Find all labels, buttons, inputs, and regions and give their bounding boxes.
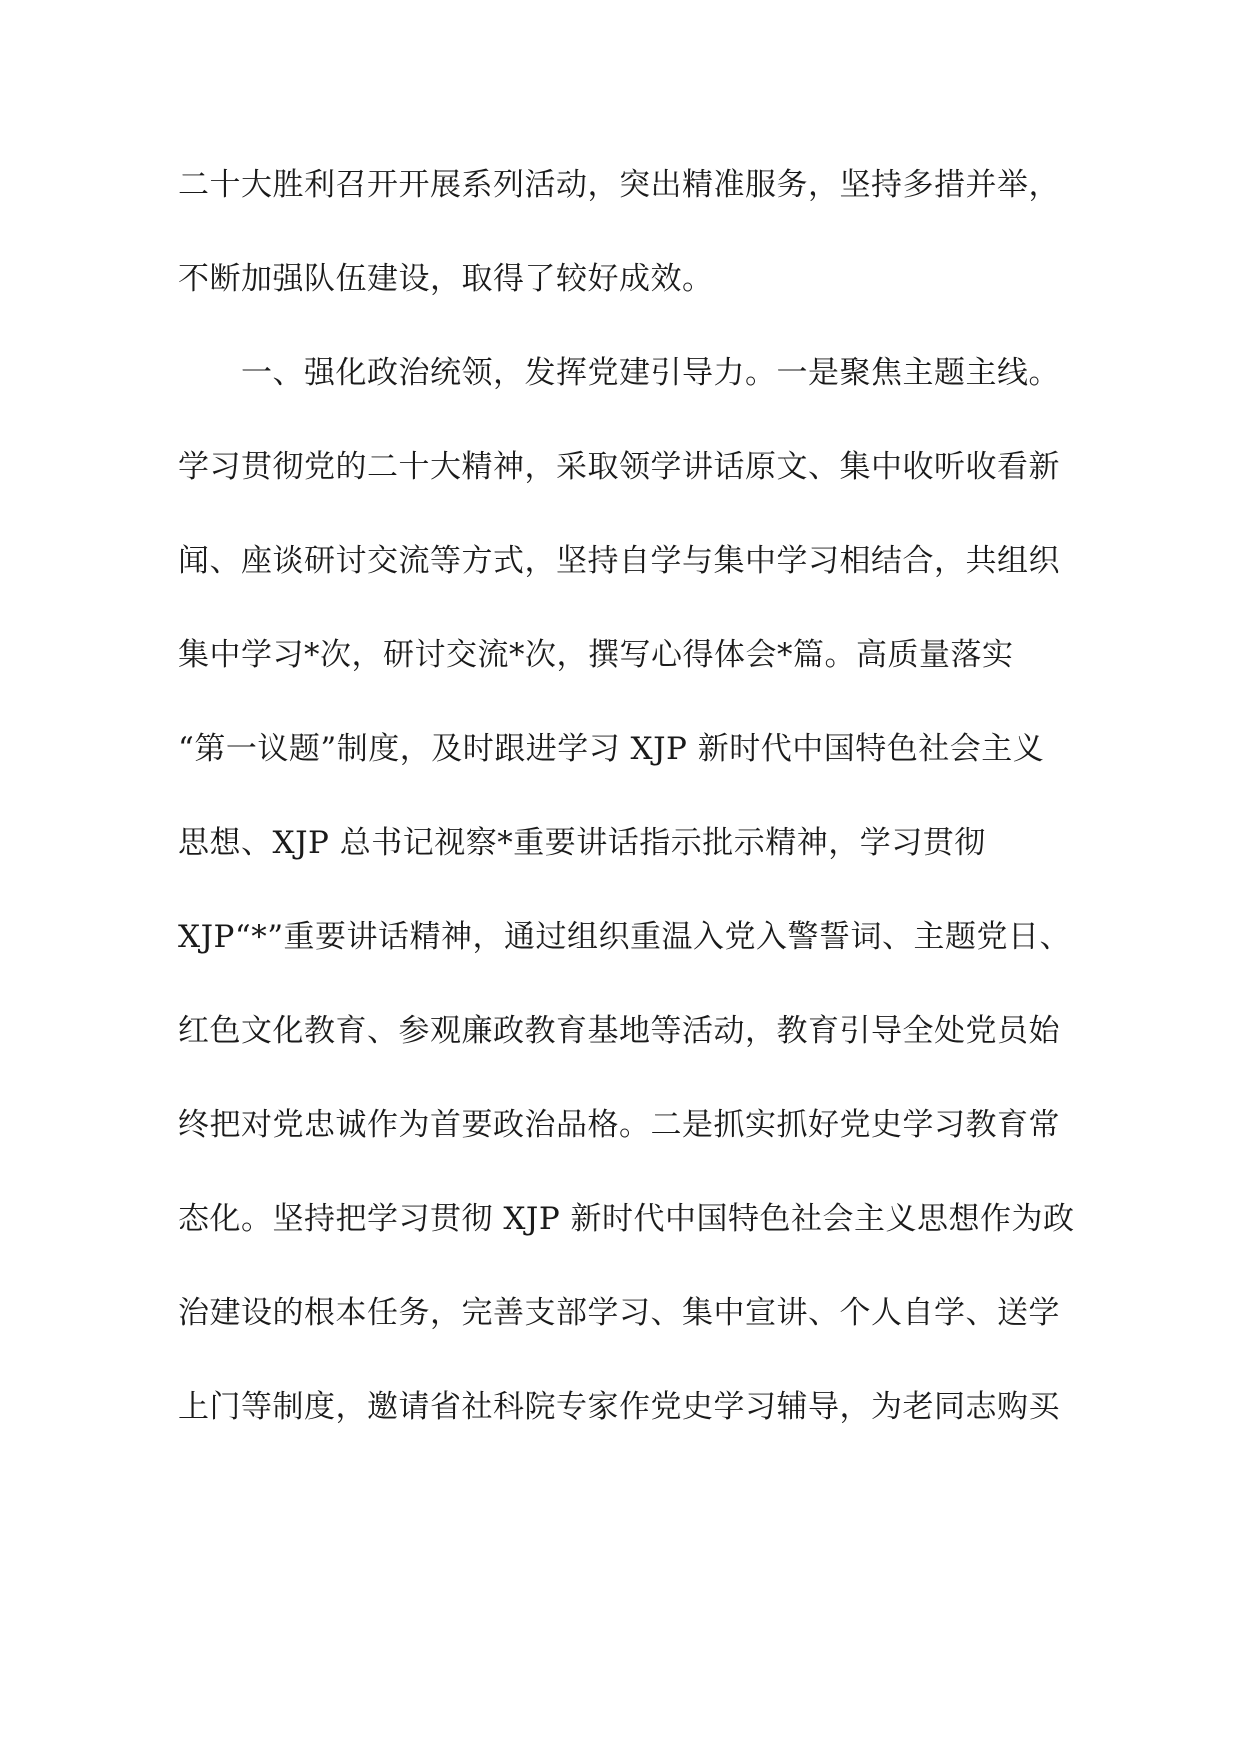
text-line: 治建设的根本任务，完善支部学习、集中宣讲、个人自学、送学 (178, 1295, 1060, 1331)
text-line: “第一议题”制度，及时跟进学习 XJP 新时代中国特色社会主义 (178, 731, 1045, 767)
text-line: 思想、XJP 总书记视察*重要讲话指示批示精神，学习贯彻 (178, 825, 986, 861)
text-line: 学习贯彻党的二十大精神，采取领学讲话原文、集中收听收看新 (178, 449, 1060, 485)
text-line: 终把对党忠诚作为首要政治品格。二是抓实抓好党史学习教育常 (178, 1107, 1060, 1143)
text-line: 不断加强队伍建设，取得了较好成效。 (178, 261, 714, 297)
text-line: 闻、座谈研讨交流等方式，坚持自学与集中学习相结合，共组织 (178, 543, 1060, 579)
body-text (178, 160, 1078, 1476)
text-line: XJP“*”重要讲话精神，通过组织重温入党入警誓词、主题党日、 (178, 919, 1072, 955)
text-line: 集中学习*次，研讨交流*次，撰写心得体会*篇。高质量落实 (178, 637, 1014, 673)
text-line: 二十大胜利召开开展系列活动，突出精准服务，坚持多措并举， (178, 167, 1060, 203)
text-line: 一、强化政治统领，发挥党建引导力。一是聚焦主题主线。 (178, 355, 1060, 391)
text-line: 态化。坚持把学习贯彻 XJP 新时代中国特色社会主义思想作为政 (178, 1201, 1075, 1237)
text-line: 红色文化教育、参观廉政教育基地等活动，教育引导全处党员始 (178, 1013, 1060, 1049)
text-line: 上门等制度，邀请省社科院专家作党史学习辅导，为老同志购买 (178, 1389, 1060, 1425)
